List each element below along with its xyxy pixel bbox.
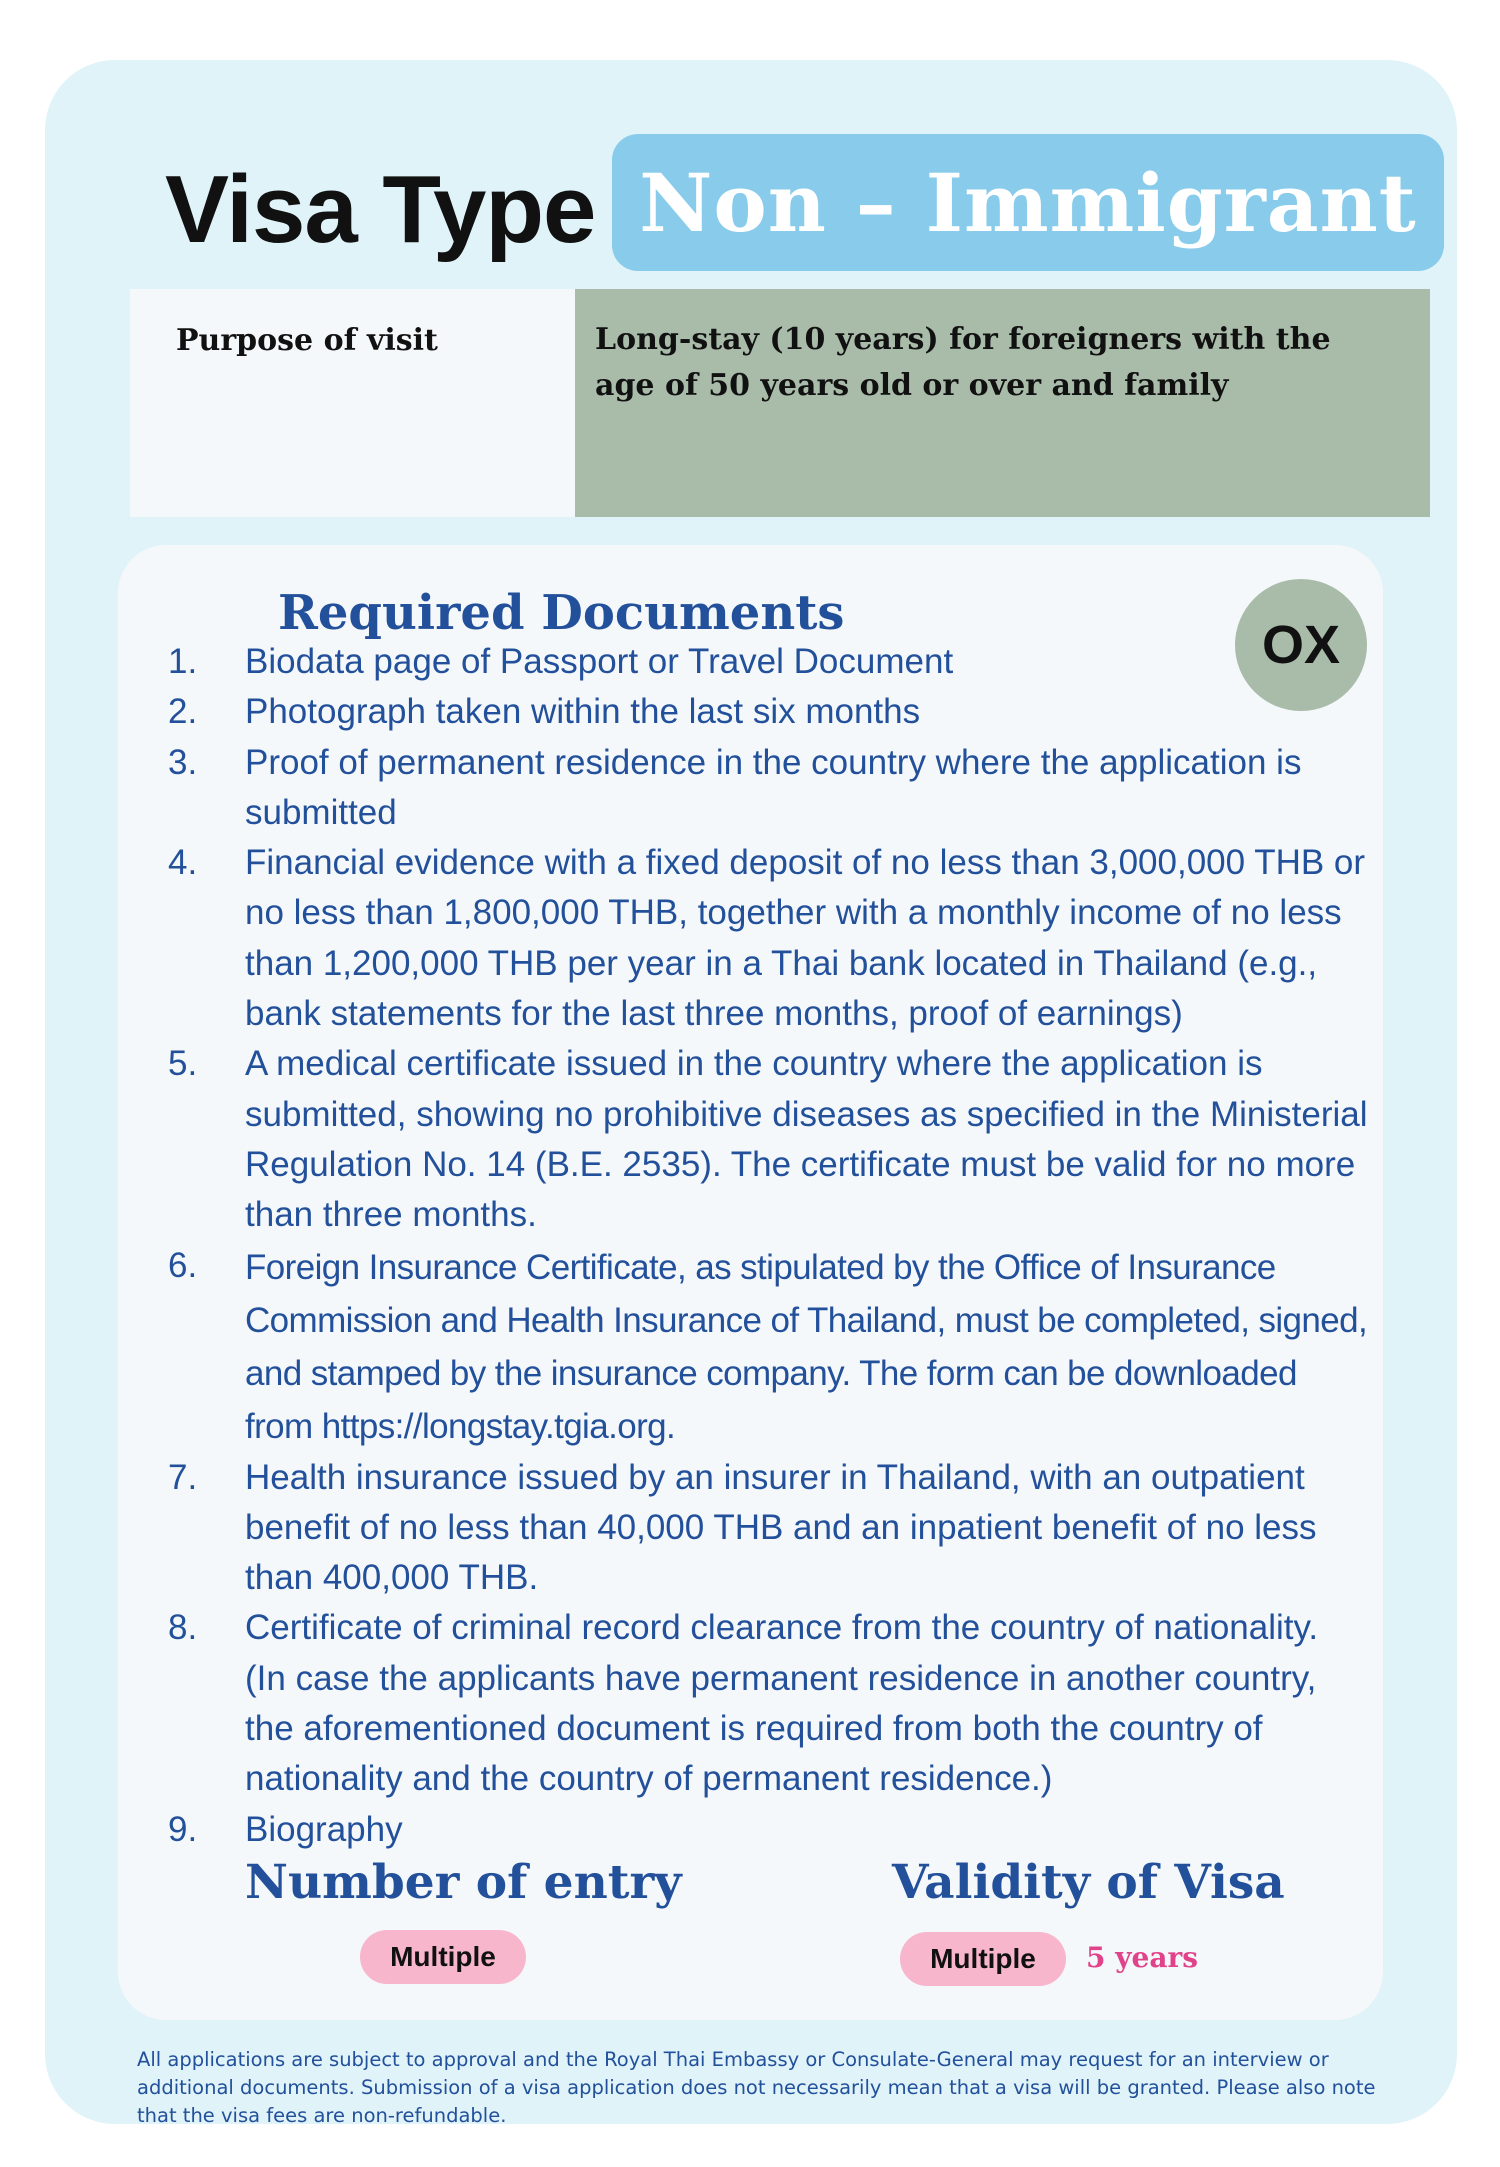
number-of-entry-badge: Multiple bbox=[360, 1930, 526, 1984]
document-text: Health insurance issued by an insurer in Thailand, with an outpatient benefit of no less than 40,000 THB and an inpatient benefit of no less than 400,000 THB. bbox=[245, 1457, 1317, 1598]
document-text: Proof of permanent residence in the country where the application is submitted bbox=[245, 742, 1302, 832]
document-item bbox=[168, 838, 1368, 1039]
visa-type-label: Visa Type bbox=[165, 156, 596, 263]
document-item bbox=[168, 687, 1368, 737]
ox-badge: OX bbox=[1235, 579, 1367, 711]
document-text: Financial evidence with a fixed deposit of no less than 3,000,000 THB or no less than 1,800,000 THB, together with a monthly income of no less than 1,200,000 THB per year in a Thai bank located in Thailand (e.g., bank statements for the last three months, proof of earnings) bbox=[245, 843, 1366, 1034]
validity-of-visa-badge: Multiple bbox=[900, 1932, 1066, 1986]
document-text: Foreign Insurance Certificate, as stipulated by the Office of Insurance Commission and Health Insurance of Thailand, must be completed, signed, and stamped by the insurance company. The form can be downloaded from https://longstay.tgia.org. bbox=[245, 1247, 1368, 1446]
disclaimer-text: All applications are subject to approval and the Royal Thai Embassy or Consulate-General may request for an interview or additional documents. Submission of a visa application does not necessarily mean that a visa will be granted. Please also note that the visa fees are non-refundable. bbox=[137, 2048, 1376, 2127]
document-number: 3. bbox=[168, 742, 198, 782]
document-text: Biodata page of Passport or Travel Document bbox=[245, 642, 954, 681]
document-item bbox=[168, 1805, 1368, 1855]
number-of-entry-heading: Number of entry bbox=[245, 1855, 682, 1910]
document-number: 4. bbox=[168, 843, 198, 883]
document-item bbox=[168, 738, 1368, 839]
document-number: 1. bbox=[168, 642, 198, 681]
required-documents-list bbox=[168, 637, 1368, 1855]
document-text: Certificate of criminal record clearance from the country of nationality. (In case the applicants have permanent residence in another country, the aforementioned document is required from both the country of nationality and the country of permanent residence.) bbox=[245, 1608, 1319, 1799]
purpose-label: Purpose of visit bbox=[130, 289, 575, 517]
purpose-row bbox=[130, 289, 1430, 517]
document-item bbox=[168, 1241, 1368, 1453]
document-number: 9. bbox=[168, 1809, 198, 1849]
document-item bbox=[168, 1603, 1368, 1804]
validity-duration: 5 years bbox=[1086, 1941, 1198, 1974]
document-number: 6. bbox=[168, 1245, 198, 1285]
document-number: 2. bbox=[168, 692, 198, 732]
document-number: 7. bbox=[168, 1457, 198, 1497]
document-number: 5. bbox=[168, 1044, 198, 1084]
validity-of-visa-heading: Validity of Visa bbox=[892, 1855, 1285, 1910]
required-documents-title: Required Documents bbox=[278, 585, 845, 641]
document-text: Biography bbox=[245, 1809, 403, 1849]
document-item bbox=[168, 637, 1368, 687]
required-documents-panel bbox=[118, 545, 1383, 2020]
purpose-value: Long-stay (10 years) for foreigners with the age of 50 years old or over and family bbox=[575, 289, 1430, 517]
document-number: 8. bbox=[168, 1608, 198, 1648]
document-item bbox=[168, 1453, 1368, 1604]
document-text: A medical certificate issued in the country where the application is submitted, showing no prohibitive diseases as specified in the Ministerial Regulation No. 14 (B.E. 2535). The certificate must be valid for no more than three months. bbox=[245, 1044, 1368, 1235]
visa-type-value: Non – Immigrant bbox=[612, 134, 1444, 271]
document-text: Photograph taken within the last six months bbox=[245, 692, 921, 732]
document-item bbox=[168, 1039, 1368, 1240]
